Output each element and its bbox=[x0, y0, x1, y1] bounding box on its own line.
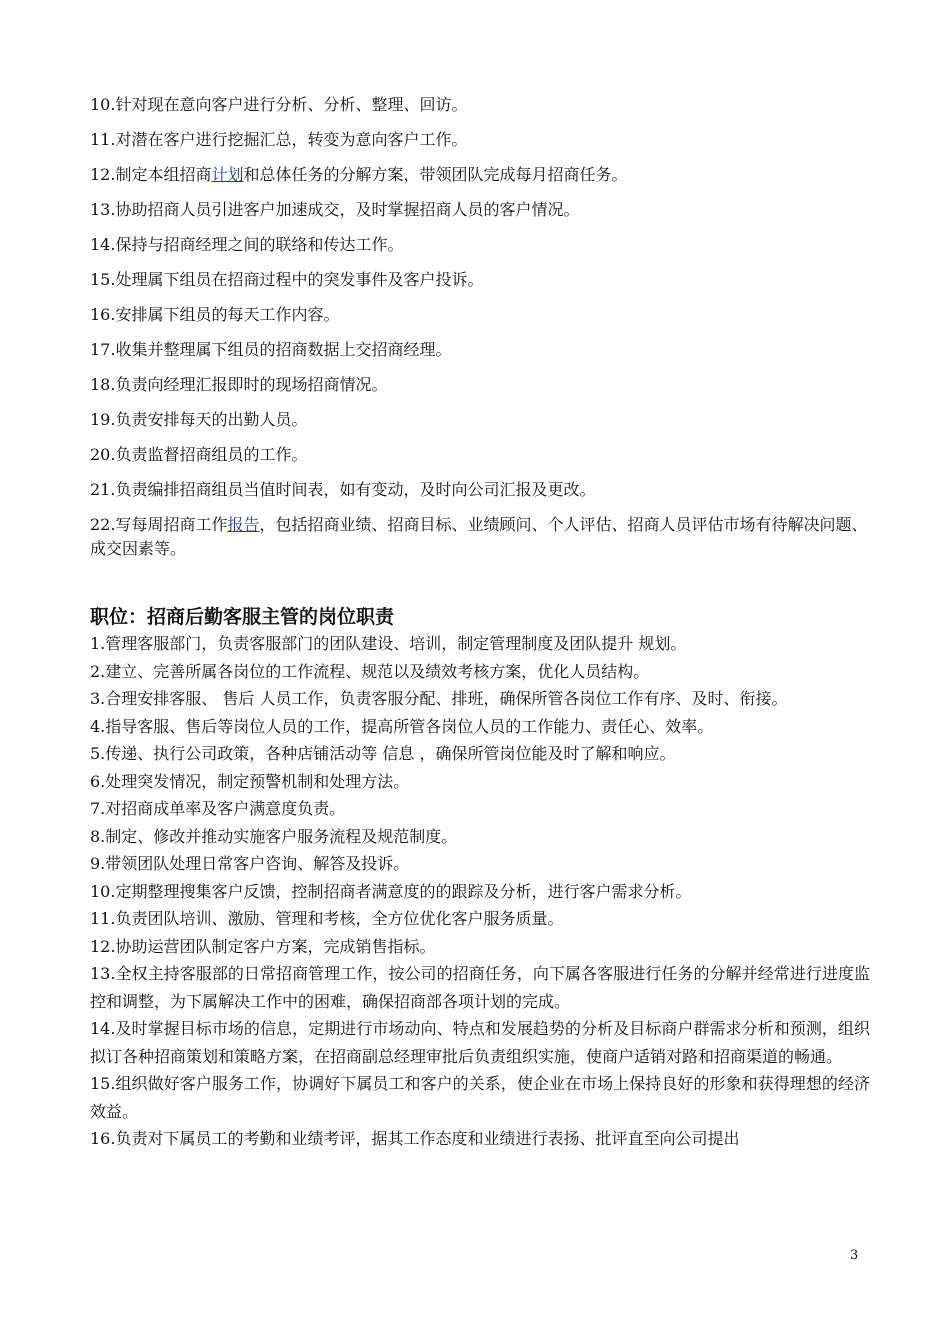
list-item: 10.定期整理搜集客户反馈，控制招商者满意度的的跟踪及分析，进行客户需求分析。 bbox=[90, 881, 692, 901]
list-item: 5.传递、执行公司政策，各种店铺活动等 信息 ，确保所管岗位能及时了解和响应。 bbox=[90, 744, 676, 763]
list-item: 6.处理突发情况，制定预警机制和处理方法。 bbox=[90, 771, 410, 791]
list-item: 13.协助招商人员引进客户加速成交，及时掌握招商人员的客户情况。 bbox=[90, 200, 580, 219]
list-item: 22.写每周招商工作报告，包括招商业绩、招商目标、业绩顾问、个人评估、招商人员评估市场有待解决问题、成交因素等。 bbox=[90, 515, 868, 558]
list-item: 8.制定、修改并推动实施客户服务流程及规范制度。 bbox=[90, 826, 458, 846]
plan-link[interactable]: 计划 bbox=[211, 165, 244, 184]
list-item: 10.针对现在意向客户进行分析、分析、整理、回访。 bbox=[90, 95, 468, 114]
duty-list-customer-service-supervisor bbox=[90, 630, 870, 1153]
list-item: 14.及时掌握目标市场的信息，定期进行市场动向、特点和发展趋势的分析及目标商户群需求分析和预测，组织拟订各种招商策划和策略方案，在招商副总经理审批后负责组织实施，使商户适销对路和招商渠道的畅通。 bbox=[90, 1019, 870, 1066]
list-item: 4.指导客服、售后等岗位人员的工作，提高所管各岗位人员的工作能力、责任心、效率。 bbox=[90, 716, 714, 736]
list-item: 17.收集并整理属下组员的招商数据上交招商经理。 bbox=[90, 340, 452, 359]
list-item: 16.安排属下组员的每天工作内容。 bbox=[90, 305, 340, 324]
page-number: 3 bbox=[850, 1248, 859, 1263]
list-item: 19.负责安排每天的出勤人员。 bbox=[90, 410, 308, 429]
list-item: 2.建立、完善所属各岗位的工作流程、规范以及绩效考核方案，优化人员结构。 bbox=[90, 661, 650, 681]
list-item: 15.组织做好客户服务工作，协调好下属员工和客户的关系，使企业在市场上保持良好的形象和获得理想的经济效益。 bbox=[90, 1074, 870, 1121]
list-item: 11.对潜在客户进行挖掘汇总，转变为意向客户工作。 bbox=[90, 130, 468, 149]
list-item: 13.全权主持客服部的日常招商管理工作，按公司的招商任务，向下属各客服进行任务的分解并经常进行进度监控和调整，为下属解决工作中的困难，确保招商部各项计划的完成。 bbox=[90, 964, 870, 1011]
list-item: 1.管理客服部门，负责客服部门的团队建设、培训，制定管理制度及团队提升 规划。 bbox=[90, 634, 687, 653]
list-item: 12.制定本组招商计划和总体任务的分解方案，带领团队完成每月招商任务。 bbox=[90, 165, 628, 184]
section-heading: 职位：招商后勤客服主管的岗位职责 bbox=[90, 606, 395, 628]
report-link[interactable]: 报告 bbox=[227, 515, 260, 534]
list-item: 14.保持与招商经理之间的联络和传达工作。 bbox=[90, 235, 404, 254]
list-item: 16.负责对下属员工的考勤和业绩考评，据其工作态度和业绩进行表扬、批评直至向公司提出 bbox=[90, 1129, 740, 1148]
list-item: 15.处理属下组员在招商过程中的突发事件及客户投诉。 bbox=[90, 270, 484, 289]
list-item: 21.负责编排招商组员当值时间表，如有变动，及时向公司汇报及更改。 bbox=[90, 480, 596, 499]
list-item: 11.负责团队培训、激励、管理和考核，全方位优化客户服务质量。 bbox=[90, 909, 564, 928]
list-item: 3.合理安排客服、 售后 人员工作，负责客服分配、排班，确保所管各岗位工作有序、及时、衔接。 bbox=[90, 689, 788, 708]
list-item: 9.带领团队处理日常客户咨询、解答及投诉。 bbox=[90, 854, 410, 873]
duty-list-recruitment-supervisor bbox=[90, 93, 870, 561]
list-item: 12.协助运营团队制定客户方案，完成销售指标。 bbox=[90, 936, 436, 956]
list-item: 18.负责向经理汇报即时的现场招商情况。 bbox=[90, 375, 388, 394]
list-item: 7.对招商成单率及客户满意度负责。 bbox=[90, 799, 346, 818]
list-item: 20.负责监督招商组员的工作。 bbox=[90, 445, 308, 464]
